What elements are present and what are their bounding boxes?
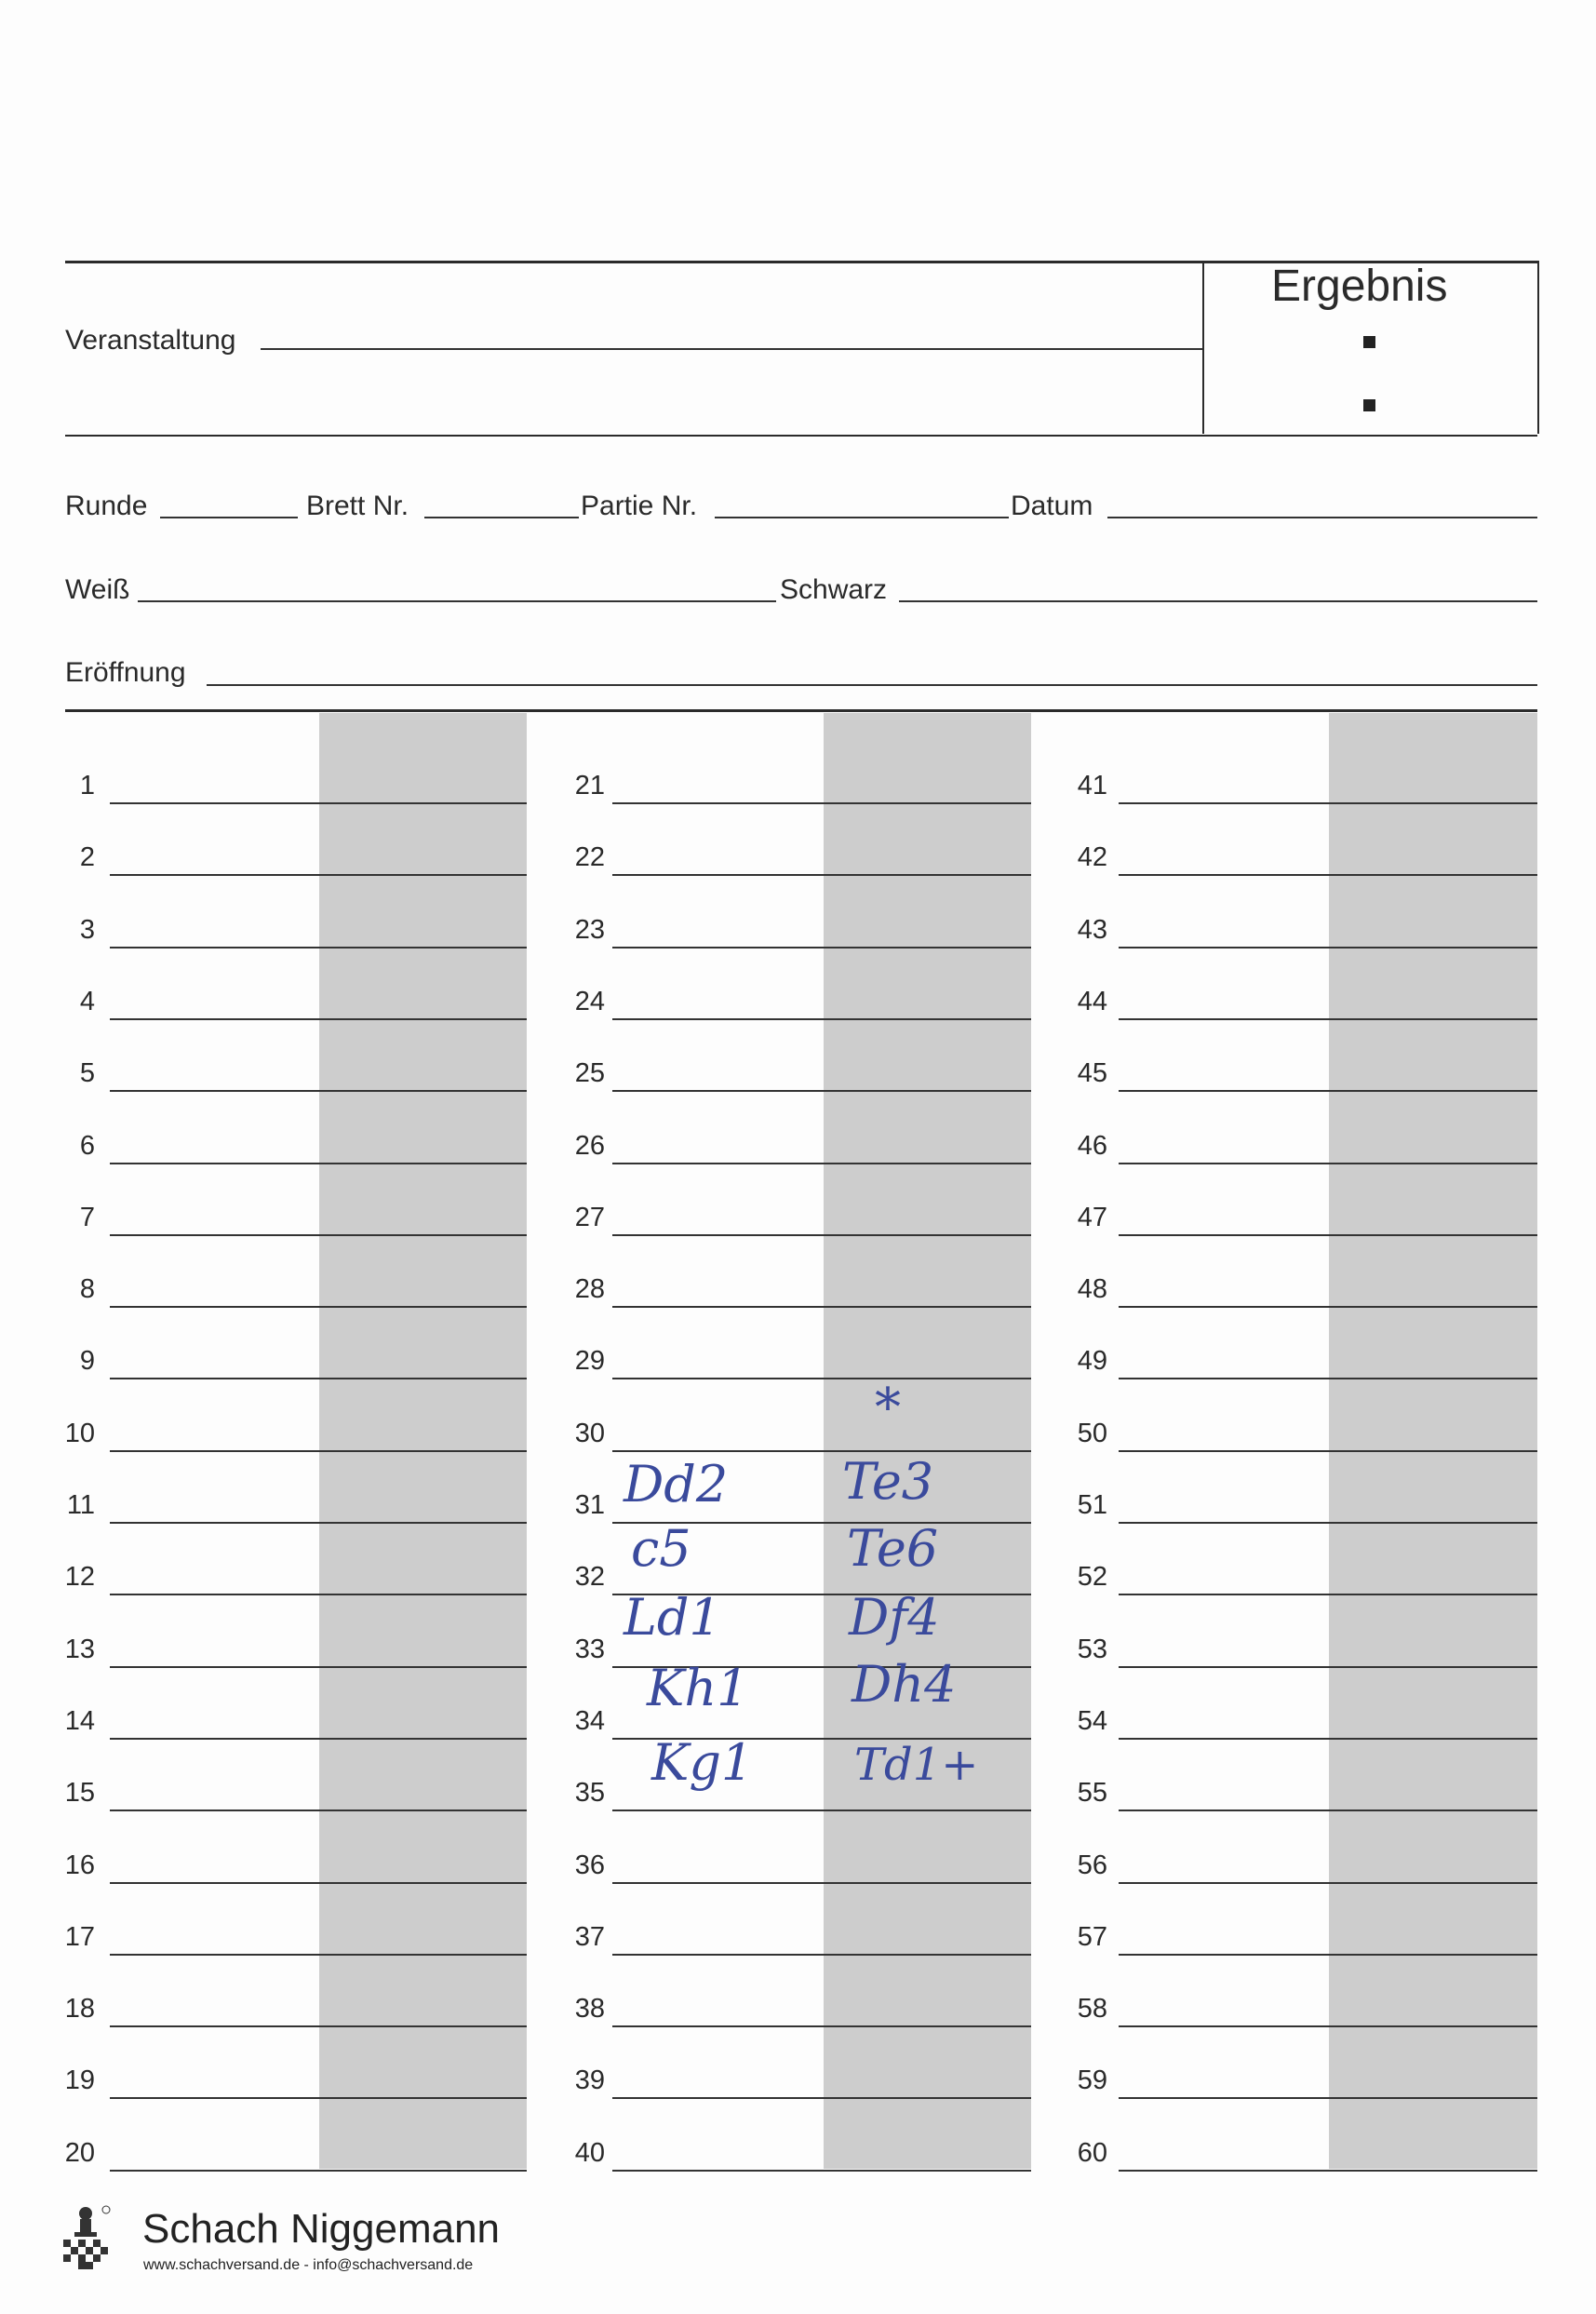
- move-line[interactable]: [110, 1882, 527, 1884]
- move-number: 6: [79, 1130, 95, 1161]
- move-number: 45: [1077, 1058, 1107, 1089]
- move-number: 2: [79, 842, 95, 873]
- move-number: 34: [574, 1705, 605, 1736]
- move-number: 55: [1077, 1778, 1107, 1809]
- event-field[interactable]: [261, 348, 1202, 350]
- opening-field[interactable]: [207, 684, 1537, 686]
- move-number: 20: [64, 2137, 95, 2168]
- move-line[interactable]: [612, 874, 1031, 876]
- move-number: 3: [79, 914, 95, 945]
- date-label: Datum: [1011, 491, 1093, 521]
- move-line[interactable]: [1119, 1234, 1537, 1236]
- round-label: Runde: [65, 491, 148, 521]
- move-number: 58: [1077, 1994, 1107, 2025]
- move-number: 1: [79, 771, 95, 800]
- handwritten-white-31: Dd2: [624, 1455, 729, 1514]
- move-line[interactable]: [1119, 1954, 1537, 1956]
- move-number: 17: [64, 1921, 95, 1952]
- move-line[interactable]: [1119, 1090, 1537, 1092]
- move-line[interactable]: [612, 2170, 1031, 2172]
- move-line[interactable]: [612, 1234, 1031, 1236]
- move-number: 18: [64, 1994, 95, 2025]
- handwritten-black-31: Te3: [842, 1452, 934, 1511]
- move-line[interactable]: [110, 1090, 527, 1092]
- move-number: 11: [66, 1490, 95, 1520]
- handwritten-white-34: Kh1: [647, 1659, 749, 1717]
- move-line[interactable]: [612, 1090, 1031, 1092]
- move-line[interactable]: [1119, 1378, 1537, 1379]
- move-number: 28: [574, 1274, 605, 1305]
- move-line[interactable]: [110, 1018, 527, 1020]
- move-line[interactable]: [1119, 1882, 1537, 1884]
- black-player-label: Schwarz: [780, 574, 888, 605]
- handwritten-white-35: Kg1: [651, 1733, 754, 1792]
- move-line[interactable]: [1119, 802, 1537, 804]
- brand-contact: www.schachversand.de - info@schachversand.de: [143, 2257, 474, 2273]
- move-line[interactable]: [110, 1809, 527, 1811]
- move-number: 15: [64, 1778, 95, 1809]
- handwritten-black-32: Te6: [847, 1519, 939, 1578]
- move-line[interactable]: [1119, 874, 1537, 876]
- move-line[interactable]: [1119, 2097, 1537, 2099]
- black-moves-column-1: [319, 713, 527, 2169]
- handwritten-black-33: Df4: [849, 1588, 940, 1647]
- move-number: 13: [64, 1634, 95, 1664]
- date-field[interactable]: [1107, 517, 1537, 518]
- header-mid-rule: [65, 435, 1537, 437]
- black-player-field[interactable]: [899, 600, 1537, 602]
- move-number: 43: [1077, 914, 1107, 945]
- move-number: 40: [574, 2137, 605, 2168]
- result-label: Ergebnis: [1271, 262, 1448, 311]
- move-number: 14: [64, 1705, 95, 1736]
- move-number: 56: [1077, 1850, 1107, 1880]
- move-number: 37: [574, 1921, 605, 1952]
- move-line[interactable]: [1119, 1594, 1537, 1595]
- move-number: 27: [574, 1202, 605, 1232]
- move-number: 26: [574, 1130, 605, 1161]
- move-line[interactable]: [612, 1378, 1031, 1379]
- brand-name: Schach Niggemann: [142, 2206, 501, 2252]
- move-line[interactable]: [110, 947, 527, 948]
- move-number: 46: [1077, 1130, 1107, 1161]
- move-number: 50: [1077, 1418, 1107, 1448]
- game-field[interactable]: [715, 517, 1009, 518]
- move-number: 12: [64, 1562, 95, 1593]
- white-player-field[interactable]: [138, 600, 776, 602]
- move-number: 24: [574, 986, 605, 1016]
- round-field[interactable]: [160, 517, 298, 518]
- move-line[interactable]: [612, 1809, 1031, 1811]
- event-label: Veranstaltung: [65, 325, 236, 356]
- opening-label: Eröffnung: [65, 657, 186, 688]
- move-number: 47: [1077, 1202, 1107, 1232]
- move-line[interactable]: [110, 1450, 527, 1452]
- move-line[interactable]: [110, 1738, 527, 1740]
- move-number: 23: [574, 914, 605, 945]
- chess-logo-icon: [60, 2204, 112, 2271]
- move-number: 30: [574, 1418, 605, 1448]
- board-field[interactable]: [424, 517, 579, 518]
- move-number: 52: [1077, 1562, 1107, 1593]
- move-number: 10: [64, 1418, 95, 1448]
- handwritten-black-34: Dh4: [852, 1655, 957, 1714]
- move-number: 31: [574, 1490, 605, 1520]
- move-line[interactable]: [612, 1163, 1031, 1164]
- move-line[interactable]: [110, 1306, 527, 1308]
- move-line[interactable]: [110, 1234, 527, 1236]
- move-line[interactable]: [612, 1306, 1031, 1308]
- move-number: 48: [1077, 1274, 1107, 1305]
- move-line[interactable]: [110, 2170, 527, 2172]
- move-number: 19: [64, 2065, 95, 2096]
- move-line[interactable]: [1119, 1018, 1537, 1020]
- move-number: 42: [1077, 842, 1107, 873]
- black-moves-column-3: [1329, 713, 1537, 2169]
- result-white-bullet: [1363, 336, 1375, 348]
- move-number: 22: [574, 842, 605, 873]
- move-number: 7: [79, 1202, 95, 1232]
- move-number: 5: [79, 1058, 95, 1089]
- handwritten-mark-30: *: [875, 1378, 901, 1438]
- move-number: 54: [1077, 1705, 1107, 1736]
- move-number: 49: [1077, 1346, 1107, 1377]
- move-number: 57: [1077, 1921, 1107, 1952]
- move-line[interactable]: [612, 947, 1031, 948]
- move-number: 44: [1077, 986, 1107, 1016]
- move-line[interactable]: [110, 1163, 527, 1164]
- move-number: 53: [1077, 1634, 1107, 1664]
- move-line[interactable]: [1119, 2170, 1537, 2172]
- move-number: 4: [79, 986, 95, 1016]
- move-number: 25: [574, 1058, 605, 1089]
- result-black-bullet: [1363, 399, 1375, 411]
- move-number: 35: [574, 1778, 605, 1809]
- black-moves-column-2: [824, 713, 1031, 2169]
- move-number: 36: [574, 1850, 605, 1880]
- move-number: 59: [1077, 2065, 1107, 2096]
- move-number: 60: [1077, 2137, 1107, 2168]
- move-number: 51: [1077, 1490, 1107, 1520]
- move-number: 41: [1077, 771, 1107, 800]
- move-line[interactable]: [612, 1018, 1031, 1020]
- game-label: Partie Nr.: [581, 491, 698, 521]
- move-line[interactable]: [612, 2097, 1031, 2099]
- move-line[interactable]: [1119, 1738, 1537, 1740]
- move-line[interactable]: [110, 1378, 527, 1379]
- white-player-label: Weiß: [65, 574, 130, 605]
- handwritten-white-33: Ld1: [624, 1588, 721, 1647]
- move-line[interactable]: [1119, 1809, 1537, 1811]
- move-line[interactable]: [110, 1666, 527, 1668]
- move-line[interactable]: [1119, 1666, 1537, 1668]
- move-line[interactable]: [612, 802, 1031, 804]
- move-line[interactable]: [110, 874, 527, 876]
- move-line[interactable]: [612, 1450, 1031, 1452]
- board-label: Brett Nr.: [306, 491, 409, 521]
- move-number: 29: [574, 1346, 605, 1377]
- move-line[interactable]: [110, 802, 527, 804]
- move-number: 38: [574, 1994, 605, 2025]
- handwritten-white-32: c5: [631, 1519, 691, 1578]
- move-number: 21: [574, 771, 605, 800]
- move-number: 32: [574, 1562, 605, 1593]
- move-line[interactable]: [1119, 2025, 1537, 2027]
- move-line[interactable]: [612, 1954, 1031, 1956]
- move-line[interactable]: [1119, 1522, 1537, 1524]
- move-line[interactable]: [110, 2097, 527, 2099]
- moves-top-rule: [65, 709, 1537, 712]
- move-line[interactable]: [110, 1954, 527, 1956]
- move-number: 33: [574, 1634, 605, 1664]
- move-line[interactable]: [110, 1594, 527, 1595]
- move-line[interactable]: [1119, 1306, 1537, 1308]
- move-line[interactable]: [110, 2025, 527, 2027]
- move-number: 8: [79, 1274, 95, 1305]
- move-number: 39: [574, 2065, 605, 2096]
- move-line[interactable]: [612, 1882, 1031, 1884]
- move-line[interactable]: [1119, 1450, 1537, 1452]
- move-line[interactable]: [110, 1522, 527, 1524]
- handwritten-black-35: Td1+: [854, 1739, 979, 1791]
- move-line[interactable]: [1119, 1163, 1537, 1164]
- move-number: 16: [64, 1850, 95, 1880]
- move-line[interactable]: [1119, 947, 1537, 948]
- move-number: 9: [79, 1346, 95, 1377]
- move-line[interactable]: [612, 2025, 1031, 2027]
